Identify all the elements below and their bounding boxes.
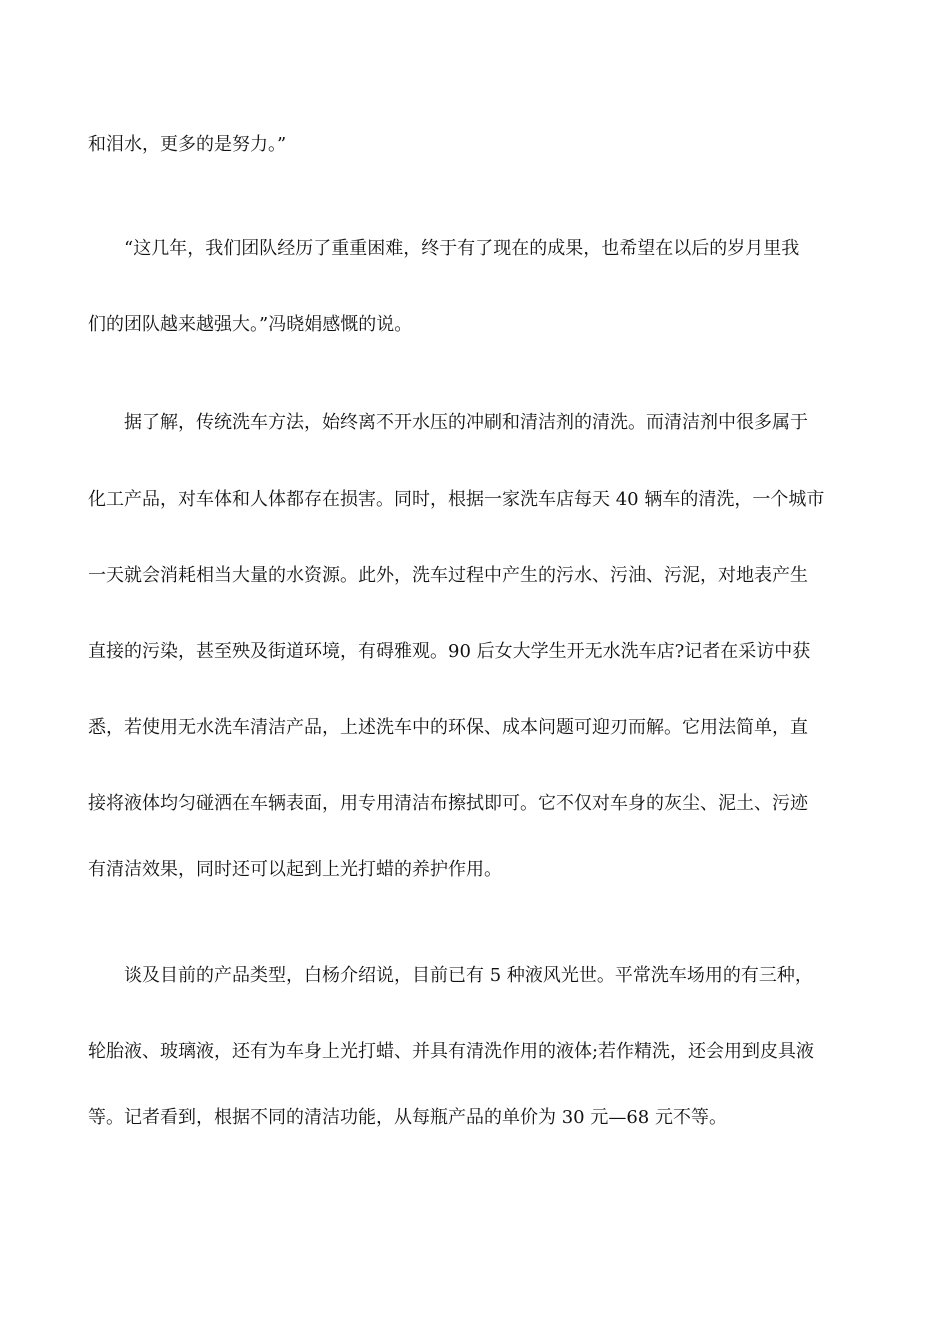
text-line: 有清洁效果，同时还可以起到上光打蜡的养护作用。 (88, 859, 502, 880)
paragraph-first-line: 谈及目前的产品类型，白杨介绍说，目前已有 5 种液风光世。平常洗车场用的有三种， (124, 965, 813, 986)
paragraph-first-line: “这几年，我们团队经历了重重困难，终于有了现在的成果，也希望在以后的岁月里我 (124, 238, 800, 259)
text-line: 接将液体均匀碰洒在车辆表面，用专用清洁布擦拭即可。它不仅对车身的灰尘、泥土、污迹 (88, 793, 808, 814)
text-line: 等。记者看到，根据不同的清洁功能，从每瓶产品的单价为 30 元—68 元不等。 (88, 1107, 727, 1128)
text-line: 轮胎液、玻璃液，还有为车身上光打蜡、并具有清洗作用的液体;若作精洗，还会用到皮具液 (88, 1041, 815, 1062)
paragraph-first-line: 据了解，传统洗车方法，始终离不开水压的冲刷和清洁剂的清洗。而清洁剂中很多属于 (124, 412, 808, 433)
text-line: 们的团队越来越强大。”冯晓娟感慨的说。 (88, 314, 413, 335)
text-line: 化工产品，对车体和人体都存在损害。同时，根据一家洗车店每天 40 辆车的清洗，一个城市 (88, 489, 825, 510)
text-line: 悉，若使用无水洗车清洁产品，上述洗车中的环保、成本问题可迎刃而解。它用法简单，直 (88, 717, 808, 738)
text-line: 和泪水，更多的是努力。” (88, 134, 287, 155)
text-line: 直接的污染，甚至殃及街道环境，有碍雅观。90 后女大学生开无水洗车店?记者在采访中获 (88, 641, 811, 662)
text-line: 一天就会消耗相当大量的水资源。此外，洗车过程中产生的污水、污油、污泥，对地表产生 (88, 565, 808, 586)
